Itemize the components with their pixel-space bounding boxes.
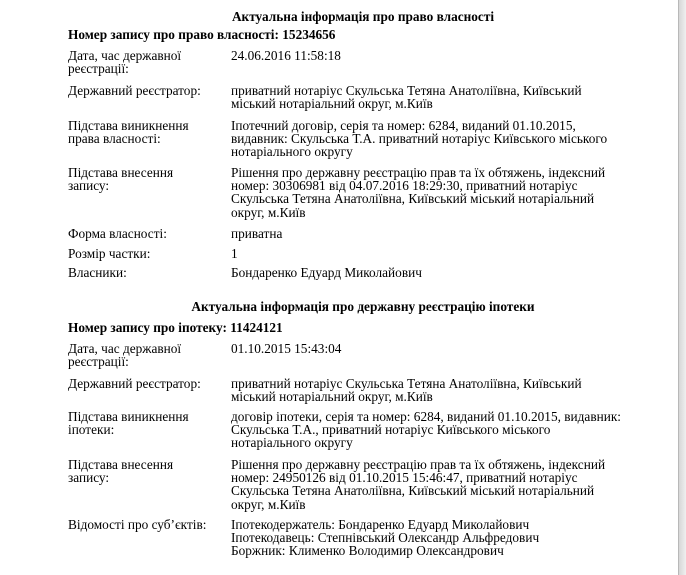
ownership-record-value: 15234656 (282, 27, 336, 42)
mortgage-registration-date-value: 01.10.2015 15:43:04 (231, 341, 342, 356)
mortgage-parties-value: Іпотекодержатель: Бондаренко Едуард Миколайович Іпотекодавець: Степнівський Олександр Альфредович Боржник: Клименко Володимир Олександрович (231, 517, 540, 559)
mortgage-registrar-value: приватний нотаріус Скульська Тетяна Анатоліївна, Київський міський нотаріальний округ, м.Київ (231, 376, 582, 405)
mortgage-record-number (68, 320, 283, 335)
ownership-basis-label: Підстава виникнення права власності: (68, 118, 189, 147)
mortgage-record-value: 11424121 (230, 320, 283, 335)
ownership-basis-value: Іпотечний договір, серія та номер: 6284, виданий 01.10.2015, видавник: Скульська Т.А. приватний нотаріус Київського міського нотаріального округу (231, 118, 608, 160)
ownership-share-value: 1 (231, 246, 238, 261)
ownership-record-number (68, 27, 335, 42)
mortgage-registration-date-label: Дата, час державної реєстрації: (68, 341, 182, 370)
mortgage-section-title: Актуальна інформація про державну реєстрацію іпотеки (191, 299, 535, 314)
ownership-owners-label: Власники: (68, 265, 127, 280)
ownership-registrar-value: приватний нотаріус Скульська Тетяна Анатоліївна, Київський міський нотаріальний округ, м.Київ (231, 83, 582, 112)
ownership-section-title: Актуальна інформація про право власності (231, 9, 495, 24)
mortgage-basis-label: Підстава виникнення іпотеки: (68, 409, 189, 438)
mortgage-parties-label: Відомості про суб’єктів: (68, 517, 207, 532)
ownership-registrar-label: Державний реєстратор: (68, 83, 201, 98)
ownership-entry-basis-value: Рішення про державну реєстрацію прав та їх обтяжень, індексний номер: 30306981 від 04.07.2016 18:29:30, приватний нотаріус Скульська Тетяна Анатоліївна, Київський міський нотаріальний округ, м.Київ (231, 165, 606, 220)
mortgage-entry-basis-value: Рішення про державну реєстрацію прав та їх обтяжень, індексний номер: 24950126 від 01.10.2015 15:46:47, приватний нотаріус Скульська Тетяна Анатоліївна, Київський міський нотаріальний округ, м.Київ (231, 457, 606, 512)
ownership-form-label: Форма власності: (68, 226, 167, 241)
ownership-share-label: Розмір частки: (68, 246, 151, 261)
mortgage-entry-basis-label: Підстава внесення запису: (68, 457, 174, 486)
mortgage-basis-value: договір іпотеки, серія та номер: 6284, виданий 01.10.2015, видавник: Скульська Т.А., приватний нотаріус Київського міського нотаріального округу (231, 409, 621, 451)
ownership-registration-date-label: Дата, час державної реєстрації: (68, 48, 182, 77)
ownership-form-value: приватна (231, 226, 283, 241)
mortgage-record-label: Номер запису про іпотеку: (68, 320, 227, 335)
ownership-record-label: Номер запису про право власності: (68, 27, 279, 42)
ownership-owners-value: Бондаренко Едуард Миколайович (231, 265, 422, 280)
ownership-entry-basis-label: Підстава внесення запису: (68, 165, 174, 194)
ownership-registration-date-value: 24.06.2016 11:58:18 (231, 48, 341, 63)
mortgage-registrar-label: Державний реєстратор: (68, 376, 201, 391)
page-edge-shadow (679, 0, 686, 575)
